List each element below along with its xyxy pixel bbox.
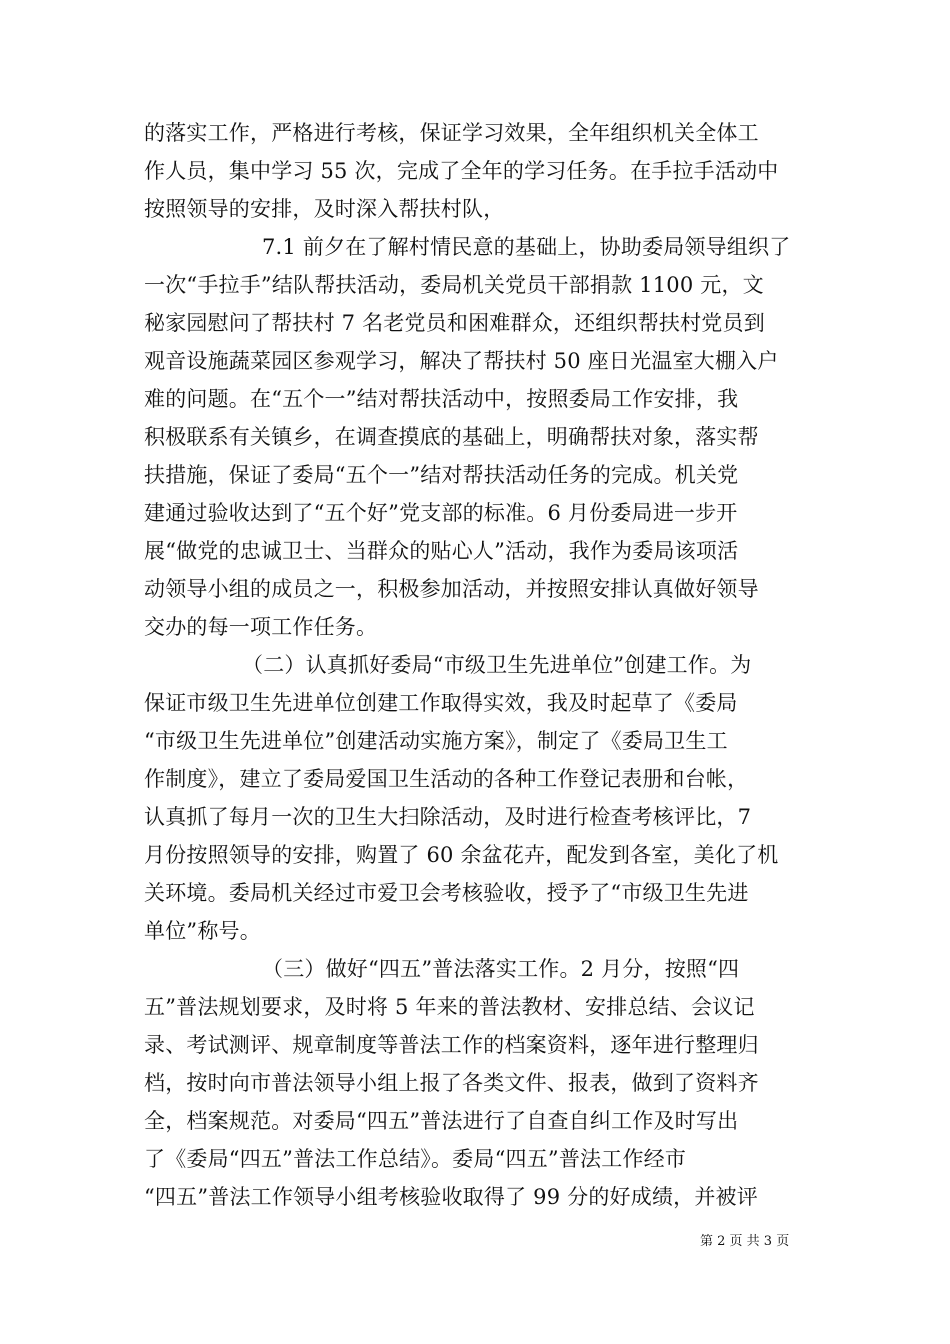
text-line: 秘家园慰问了帮扶村 7 名老党员和困难群众，还组织帮扶村党员到 [144,311,765,335]
text-line: 单位”称号。 [144,919,261,943]
text-line: 扶措施，保证了委局“五个一”结对帮扶活动任务的完成。机关党 [144,463,739,487]
text-line: 月份按照领导的安排，购置了 60 余盆花卉，配发到各室，美化了机 [144,843,779,867]
text-line: “市级卫生先进单位”创建活动实施方案》，制定了《委局卫生工 [144,729,728,753]
text-line: 一次“手拉手”结队帮扶活动，委局机关党员干部捐款 1100 元，文 [144,273,764,297]
paragraph-start-line: 7.1 前夕在了解村情民意的基础上，协助委局领导组织了 [262,235,791,259]
text-line: 档，按时向市普法领导小组上报了各类文件、报表，做到了资料齐 [144,1071,759,1095]
text-line: 展“做党的忠诚卫士、当群众的贴心人”活动，我作为委局该项活 [144,539,739,563]
text-line: 保证市级卫生先进单位创建工作取得实效，我及时起草了《委局 [144,691,738,715]
page-number-footer: 第 2 页 共 3 页 [700,1234,790,1249]
text-line: 作制度》，建立了委局爱国卫生活动的各种工作登记表册和台帐， [144,767,749,791]
text-line: 建通过验收达到了“五个好”党支部的标准。6 月份委局进一步开 [144,501,738,525]
text-line: 难的问题。在“五个一”结对帮扶活动中，按照委局工作安排，我 [144,387,739,411]
text-line: 认真抓了每月一次的卫生大扫除活动，及时进行检查考核评比，7 [144,805,752,829]
text-line: 了《委局“四五”普法工作总结》。委局“四五”普法工作经市 [144,1147,687,1171]
text-line: 五”普法规划要求，及时将 5 年来的普法教材、安排总结、会议记 [144,995,755,1019]
text-line: 录、考试测评、规章制度等普法工作的档案资料，逐年进行整理归 [144,1033,759,1057]
section-heading-line: （二）认真抓好委局“市级卫生先进单位”创建工作。为 [242,653,752,677]
text-line: 观音设施蔬菜园区参观学习，解决了帮扶村 50 座日光温室大棚入户 [144,349,779,373]
text-line: 动领导小组的成员之一，积极参加活动，并按照安排认真做好领导 [144,577,759,601]
text-line: 按照领导的安排，及时深入帮扶村队， [144,197,505,221]
section-heading-line: （三）做好“四五”普法落实工作。2 月分，按照“四 [262,957,740,981]
text-line: 全，档案规范。对委局“四五”普法进行了自查自纠工作及时写出 [144,1109,739,1133]
text-line: “四五”普法工作领导小组考核验收取得了 99 分的好成绩，并被评 [144,1185,758,1209]
text-line: 积极联系有关镇乡，在调查摸底的基础上，明确帮扶对象，落实帮 [144,425,759,449]
text-line: 作人员，集中学习 55 次，完成了全年的学习任务。在手拉手活动中 [144,159,779,183]
text-line: 关环境。委局机关经过市爱卫会考核验收，授予了“市级卫生先进 [144,881,749,905]
text-line: 的落实工作，严格进行考核，保证学习效果，全年组织机关全体工 [144,121,759,145]
text-line: 交办的每一项工作任务。 [144,615,378,639]
